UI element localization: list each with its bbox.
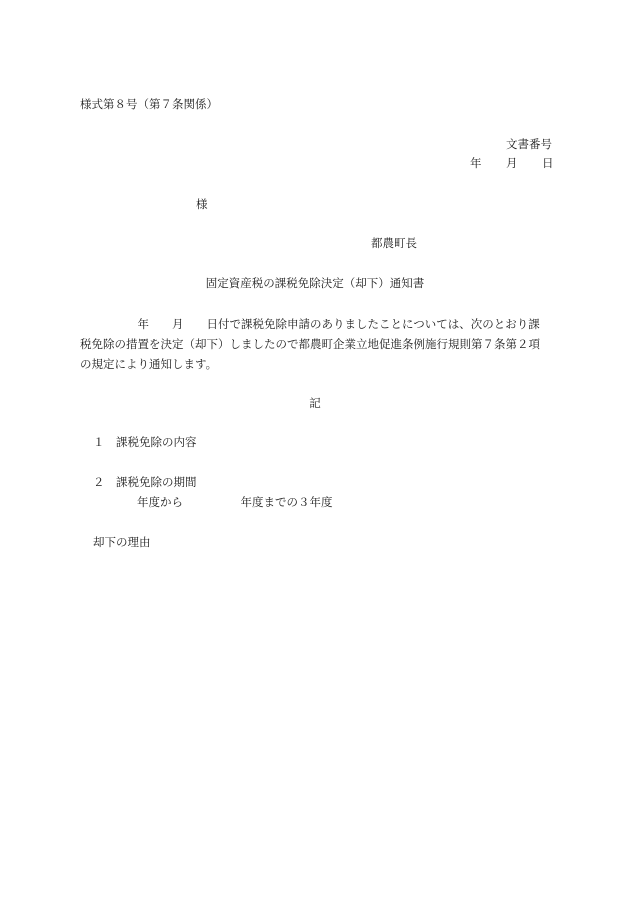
ki-heading: 記 [309, 396, 321, 410]
date-year-label: 年 [470, 156, 482, 170]
item-exemption-period: ２ 課税免除の期間 [93, 475, 197, 489]
body-text-line-2: 税免除の措置を決定（却下）しましたので都農町企業立地促進条例施行規則第７条第２項 [80, 337, 540, 351]
date-day-label: 日 [542, 156, 554, 170]
document-number-label: 文書番号 [506, 137, 552, 151]
sender-name: 都農町長 [371, 236, 417, 250]
item-exemption-content: １ 課税免除の内容 [93, 435, 197, 449]
form-number: 様式第８号（第７条関係） [80, 97, 218, 111]
addressee-suffix: 様 [196, 197, 208, 211]
body-text-line-1: 年 月 日付で課税免除申請のありましたことについては、次のとおり課 [80, 317, 540, 331]
document-title: 固定資産税の課税免除決定（却下）通知書 [205, 276, 425, 290]
body-text-line-3: の規定により通知します。 [80, 357, 218, 371]
date-month-label: 月 [506, 156, 518, 170]
exemption-period-detail: 年度から 年度までの３年度 [137, 495, 333, 509]
rejection-reason-label: 却下の理由 [93, 535, 151, 549]
